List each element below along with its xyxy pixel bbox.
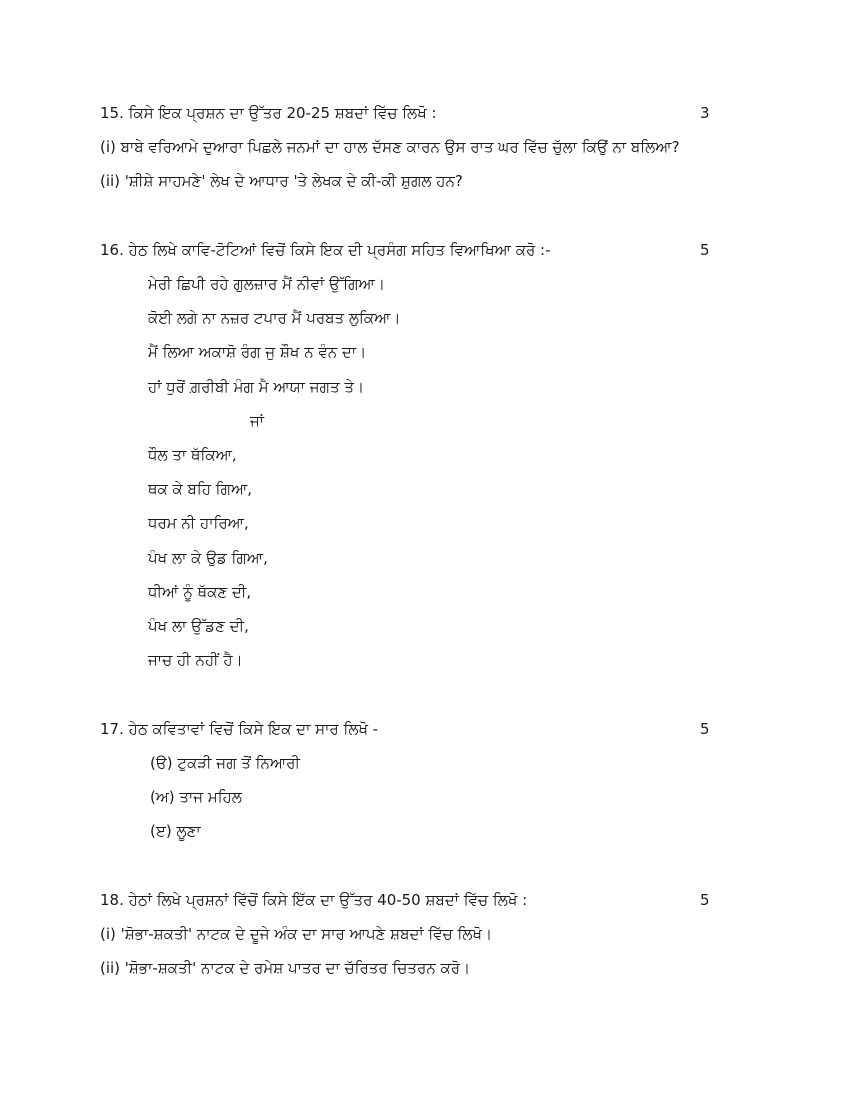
q16-stanza2-line-5: ਧੀਆਂ ਨੂੰ ਥੱਕਣ ਦੀ, [148, 583, 252, 601]
q15-option-2: (ii) 'ਸ਼ੀਸ਼ੇ ਸਾਹਮਣੇ' ਲੇਖ ਦੇ ਆਧਾਰ 'ਤੇ ਲੇਖਕ ਦੇ ਕੀ-ਕੀ ਸ਼ੁਗਲ ਹਨ? [100, 172, 463, 190]
q15-heading: 15. ਕਿਸੇ ਇਕ ਪ੍ਰਸ਼ਨ ਦਾ ਉੱਤਰ 20-25 ਸ਼ਬਦਾਂ ਵਿੱਚ ਲਿਖੋ : [100, 104, 437, 122]
q16-stanza2-line-3: ਧਰਮ ਨੀ ਹਾਰਿਆ, [148, 514, 249, 532]
q17-option-2: (ਅ) ਤਾਜ ਮਹਿਲ [150, 788, 242, 806]
q18-option-2: (ii) 'ਸ਼ੋਭਾ-ਸ਼ਕਤੀ' ਨਾਟਕ ਦੇ ਰਮੇਸ਼ ਪਾਤਰ ਦਾ ਚੱਰਿਤਰ ਚਿਤਰਨ ਕਰੋ। [100, 959, 471, 977]
q18-marks: 5 [700, 891, 710, 909]
q18-heading: 18. ਹੇਠਾਂ ਲਿਖੇ ਪ੍ਰਸ਼ਨਾਂ ਵਿੱਚੋਂ ਕਿਸੇ ਇੱਕ ਦਾ ਉੱਤਰ 40-50 ਸ਼ਬਦਾਂ ਵਿੱਚ ਲਿਖੋ : [100, 891, 528, 909]
q16-stanza1-line-1: ਮੇਰੀ ਛਿਪੀ ਰਹੇ ਗੁਲਜ਼ਾਰ ਮੈਂ ਨੀਵਾਂ ਉੱਗਿਆ। [148, 275, 385, 293]
q15-marks: 3 [700, 104, 710, 122]
q16-stanza2-line-2: ਥਕ ਕੇ ਬਹਿ ਗਿਆ, [148, 480, 253, 498]
q16-separator: ਜਾਂ [250, 412, 265, 430]
q15-option-1: (i) ਬਾਬੇ ਵਰਿਆਮੇ ਦੁਆਰਾ ਪਿਛਲੇ ਜਨਮਾਂ ਦਾ ਹਾਲ ਦੱਸਣ ਕਾਰਨ ਉਸ ਰਾਤ ਘਰ ਵਿੱਚ ਚੁੱਲਾ ਕਿਉਂ ਨਾ ਬਲਿਆ? [100, 138, 680, 156]
q16-stanza2-line-7: ਜਾਚ ਹੀ ਨਹੀਂ ਹੈ। [148, 651, 243, 669]
q17-option-3: (ੲ) ਲੂਣਾ [150, 822, 201, 840]
q16-stanza2-line-4: ਪੰਖ ਲਾ ਕੇ ਉਡ ਗਿਆ, [148, 549, 268, 567]
q16-stanza2-line-1: ਧੌਲ ਤਾ ਥੱਕਿਆ, [148, 446, 237, 464]
q17-marks: 5 [700, 720, 710, 738]
q17-option-1: (ੳ) ਟੁਕੜੀ ਜਗ ਤੋਂ ਨਿਆਰੀ [150, 754, 300, 772]
q16-stanza2-line-6: ਪੰਖ ਲਾ ਉੱਡਣ ਦੀ, [148, 617, 249, 635]
q16-stanza1-line-2: ਕੋਈ ਲਗੇ ਨਾ ਨਜ਼ਰ ਟਪਾਰ ਮੈਂ ਪਰਬਤ ਲੁਕਿਆ। [148, 309, 401, 327]
q16-heading: 16. ਹੇਠ ਲਿਖੇ ਕਾਵਿ-ਟੋਟਿਆਂ ਵਿਚੋਂ ਕਿਸੇ ਇਕ ਦੀ ਪ੍ਰਸੰਗ ਸਹਿਤ ਵਿਆਖਿਆ ਕਰੋ :- [100, 241, 551, 259]
q16-stanza1-line-3: ਮੈਂ ਲਿਆ ਅਕਾਸ਼ੋ ਰੰਗ ਜੁ ਸ਼ੌਖ ਨ ਵੰਨ ਦਾ। [148, 343, 367, 361]
q16-stanza1-line-4: ਹਾਂ ਧੁਰੋਂ ਗ਼ਰੀਬੀ ਮੰਗ ਮੈ ਆਯਾ ਜਗਤ ਤੇ। [148, 378, 365, 396]
q16-marks: 5 [700, 241, 710, 259]
q17-heading: 17. ਹੇਠ ਕਵਿਤਾਵਾਂ ਵਿਚੋਂ ਕਿਸੇ ਇਕ ਦਾ ਸਾਰ ਲਿਖੋ - [100, 720, 379, 738]
q18-option-1: (i) 'ਸ਼ੋਭਾ-ਸ਼ਕਤੀ' ਨਾਟਕ ਦੇ ਦੂਜੇ ਅੰਕ ਦਾ ਸਾਰ ਆਪਣੇ ਸ਼ਬਦਾਂ ਵਿੱਚ ਲਿਖੋ। [100, 925, 493, 943]
